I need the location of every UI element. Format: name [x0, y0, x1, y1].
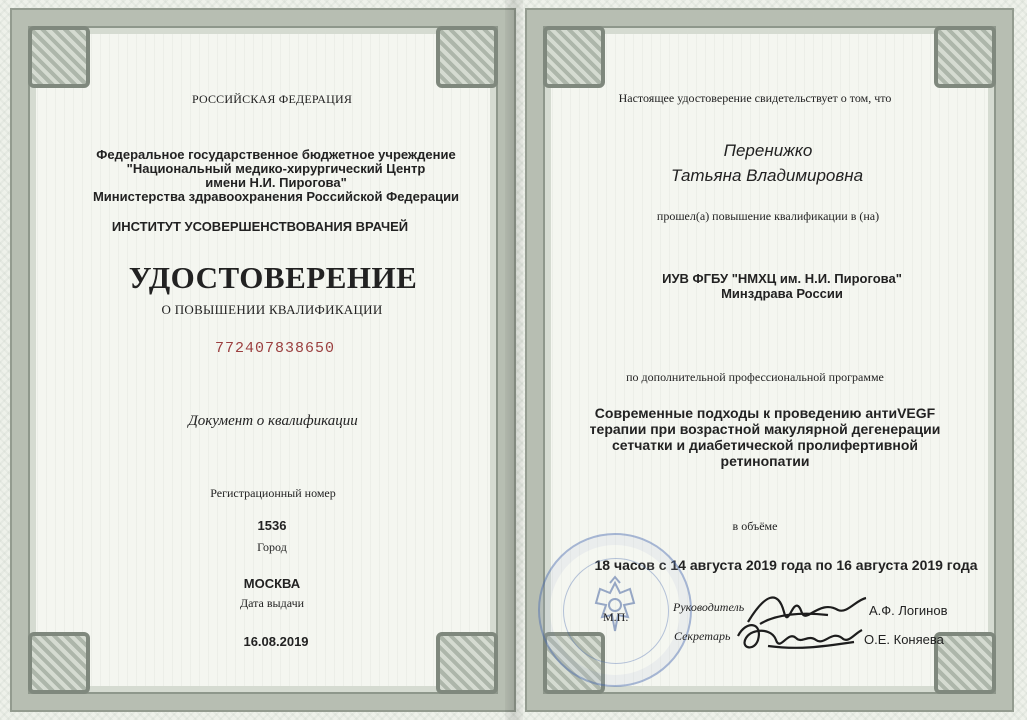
certificate-subtitle: О ПОВЫШЕНИИ КВАЛИФИКАЦИИ	[161, 302, 383, 317]
issue-date-label: Дата выдачи	[239, 596, 305, 610]
organization-line: "Национальный медико-хирургический Центр	[126, 161, 426, 176]
registration-label: Регистрационный номер	[210, 486, 336, 500]
program-title	[590, 405, 941, 469]
decorative-corner	[436, 632, 498, 694]
decorative-corner	[934, 26, 996, 88]
holder-given-names: Татьяна Владимировна	[670, 166, 864, 185]
country-label: РОССИЙСКАЯ ФЕДЕРАЦИЯ	[191, 92, 353, 106]
city-label: Город	[257, 540, 287, 554]
certificate-title: УДОСТОВЕРЕНИЕ	[128, 260, 418, 295]
issue-date: 16.08.2019	[243, 634, 309, 649]
registration-number: 1536	[257, 518, 287, 533]
qualification-passed-text: прошел(а) повышение квалификации в (на)	[656, 209, 880, 223]
program-line: сетчатки и диабетической пролифертивной	[611, 437, 918, 453]
institute-name: ИНСТИТУТ УСОВЕРШЕНСТВОВАНИЯ ВРАЧЕЙ	[111, 219, 409, 234]
certifies-text: Настоящее удостоверение свидетельствует о том, что	[618, 91, 892, 105]
decorative-corner	[543, 26, 605, 88]
institution-line: ИУВ ФГБУ "НМХЦ им. Н.И. Пирогова"	[662, 271, 902, 286]
organization-line: Министерства здравоохранения Российской Федерации	[92, 189, 460, 204]
program-label: по дополнительной профессиональной программе	[626, 370, 884, 384]
serial-number: 772407838650	[214, 340, 336, 357]
holder-surname: Перенижко	[723, 141, 813, 160]
leader-name: А.Ф. Логинов	[869, 603, 948, 618]
decorative-corner	[28, 26, 90, 88]
document-type: Документ о квалификации	[188, 413, 358, 429]
city-value: МОСКВА	[243, 576, 301, 591]
institution-line: Минздрава России	[721, 286, 843, 301]
seal-label: М.П.	[603, 610, 629, 624]
training-institution	[662, 271, 902, 301]
organization-line: имени Н.И. Пирогова"	[205, 175, 347, 190]
leader-label: Руководитель	[673, 600, 745, 614]
program-line: ретинопатии	[720, 453, 810, 469]
organization-line: Федеральное государственное бюджетное учреждение	[96, 147, 456, 162]
hours-and-dates: 18 часов с 14 августа 2019 года по 16 августа 2019 года	[594, 557, 978, 573]
volume-label: в объёме	[732, 519, 778, 533]
program-line: Современные подходы к проведению антиVEGF	[594, 405, 936, 421]
decorative-corner	[28, 632, 90, 694]
program-line: терапии при возрастной макулярной дегенерации	[589, 421, 941, 437]
organization-name	[93, 148, 459, 204]
page-fold	[505, 0, 523, 720]
secretary-label: Секретарь	[674, 629, 731, 643]
secretary-signature	[728, 612, 868, 660]
eagle-emblem-icon	[588, 575, 642, 639]
decorative-corner	[436, 26, 498, 88]
secretary-name: О.Е. Коняева	[864, 632, 944, 647]
